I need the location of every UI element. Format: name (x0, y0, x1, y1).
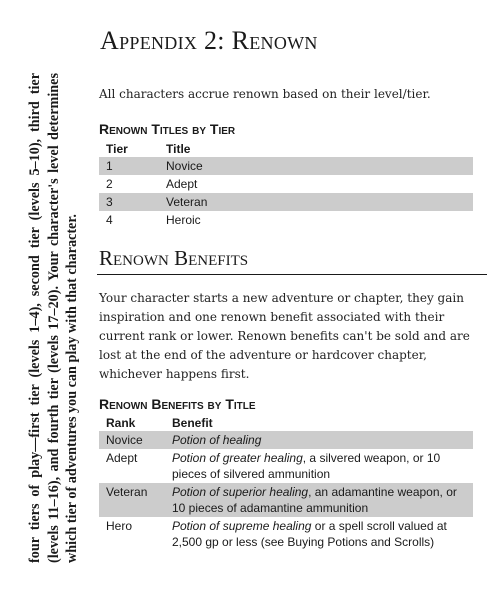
rank-cell: Hero (106, 519, 133, 533)
column-header-rank: Rank (106, 415, 136, 430)
benefits-table-heading: Renown Benefits by Title (99, 396, 256, 412)
table-row (99, 517, 473, 551)
table-row (99, 175, 473, 193)
title-cell: Veteran (159, 193, 473, 211)
benefit-cell (165, 483, 473, 517)
item-name: Potion of superior healing (172, 485, 309, 499)
rank-cell: Novice (99, 431, 165, 449)
column-header-title: Title (166, 141, 191, 156)
table-row (99, 211, 473, 229)
title-cell: Adept (166, 177, 198, 191)
intro-text: All characters accrue renown based on their level/tier. (99, 87, 431, 101)
item-name: Potion of supreme healing (172, 519, 312, 533)
benefit-rest: , an adamantine weapon, or 10 pieces of adamantine ammunition (172, 485, 457, 515)
tier-cell: 4 (106, 213, 113, 227)
titles-table-heading: Renown Titles by Tier (99, 121, 236, 137)
rank-cell: Adept (106, 451, 138, 465)
title-cell: Heroic (166, 213, 201, 227)
benefits-paragraph: Your character starts a new adventure or chapter, they gain inspiration and one renown benefit associated with their current rank or lower. Renown benefits can't be sold and are lost at the end of the adventure or hardcover chapter, whichever happens first. (99, 291, 470, 381)
benefit-rest: or a spell scroll valued at 2,500 gp or less (see Buying Potions and Scrolls) (172, 519, 447, 549)
titles-table (99, 141, 473, 229)
tier-cell: 3 (99, 193, 159, 211)
titles-table-header (99, 141, 473, 157)
tier-cell: 1 (99, 157, 159, 175)
rank-cell: Veteran (99, 483, 165, 517)
table-row (99, 449, 473, 483)
item-name: Potion of greater healing (172, 451, 303, 465)
column-header-benefit: Benefit (172, 415, 213, 430)
rotated-sidebar-text: four tiers of play—first tier (levels 1–4), second tier (levels 5–10), third tier (levels 11–16), and fourth tier (levels 17–20). Your character's level determines which tier of adventures you can play with that character. (27, 73, 80, 563)
benefit-rest: , a silvered weapon, or 10 pieces of silvered ammunition (172, 451, 441, 481)
benefit-cell (165, 431, 473, 449)
tier-cell: 2 (106, 177, 113, 191)
column-header-tier: Tier (106, 141, 128, 156)
title-cell: Novice (159, 157, 473, 175)
benefits-table (99, 415, 473, 551)
section-heading-benefits: Renown Benefits (99, 246, 249, 270)
benefits-table-header (99, 415, 473, 431)
item-name: Potion of healing (172, 433, 262, 447)
benefit-cell (165, 517, 473, 551)
page-title: Appendix 2: Renown (100, 26, 318, 55)
table-row (99, 157, 473, 175)
table-row (99, 483, 473, 517)
heading-rule (97, 274, 487, 275)
table-row (99, 431, 473, 449)
benefit-cell (165, 449, 473, 483)
table-row (99, 193, 473, 211)
